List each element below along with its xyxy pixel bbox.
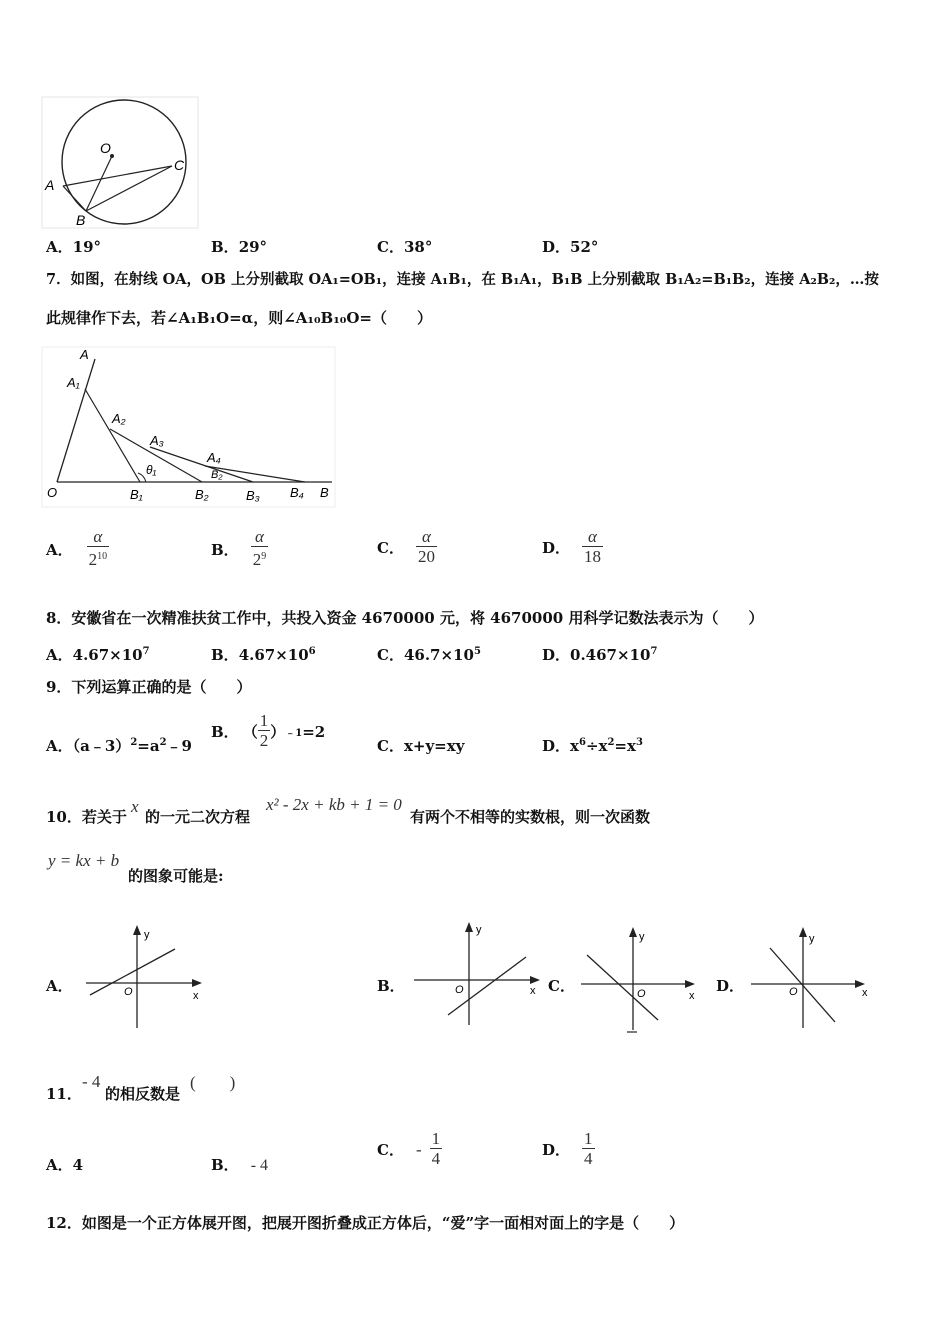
q7-label-a3: A₃ xyxy=(150,433,164,448)
q11-neg4: - 4 xyxy=(82,1072,101,1091)
q7-option-b: B． $\frac{\alpha}{2^9}$ xyxy=(211,527,267,569)
svg-text:y: y xyxy=(144,929,150,941)
q9-option-b: B． （ $\frac{1}{2}$ ） ﹣1 =2 xyxy=(211,711,326,750)
q10-graph-b xyxy=(408,915,548,1030)
q10-stem-part2: 的一元二次方程 xyxy=(145,808,251,826)
svg-text:O: O xyxy=(124,986,133,998)
svg-text:O: O xyxy=(455,984,464,996)
q7-stem-line1: 7．如图，在射线 OA，OB 上分别截取 OA₁=OB₁，连接 A₁B₁，在 B₁A₁，B₁B 上分别截取 B₁A₂=B₁B₂，连接 A₂B₂，…按 xyxy=(46,271,879,288)
q10-stem-part1: 10．若关于 xyxy=(46,808,127,826)
q10-graph-a xyxy=(80,920,220,1035)
q7-label-b2: B₂ xyxy=(195,487,209,502)
q11-option-d: D． $\frac{1}{4}$ xyxy=(542,1129,593,1168)
q8-stem: 8．安徽省在一次精准扶贫工作中，共投入资金 4670000 元，将 4670000 用科学记数法表示为（ ） xyxy=(46,609,764,627)
q9-stem: 9．下列运算正确的是（ ） xyxy=(46,678,252,696)
q7-option-c: C． $\frac{\alpha}{20}$ xyxy=(377,527,435,566)
q6-label-b: B xyxy=(76,212,86,228)
q7-label-a4: A₄ xyxy=(207,450,221,465)
q10-stem-part3: 有两个不相等的实数根，则一次函数 xyxy=(410,808,651,826)
svg-text:O: O xyxy=(789,986,798,998)
q7-label-b3: B₃ xyxy=(246,488,260,503)
q8-option-a: A．$4.67\times 10^7$ xyxy=(46,646,150,664)
svg-text:O: O xyxy=(637,988,646,1000)
q6-option-a: A．19° xyxy=(46,238,102,256)
q7-label-b: B xyxy=(320,485,329,500)
q10-equation: x² - 2x + kb + 1 = 0 xyxy=(266,795,402,814)
q10-function: y = kx + b xyxy=(48,851,120,870)
q10-option-b-label: B． xyxy=(377,977,405,995)
svg-text:x: x xyxy=(193,990,199,1002)
q7-label-b1: B₁ xyxy=(130,487,143,502)
q6-circle-figure xyxy=(40,95,200,230)
q6-label-c: C xyxy=(174,157,185,173)
q10-stem-part4: 的图象可能是: xyxy=(128,867,224,885)
q10-option-c-label: C． xyxy=(548,977,575,995)
q9-option-d: D．$x^6\div x^2=x^3$ xyxy=(542,737,643,755)
q11-stem-part2: 的相反数是 xyxy=(105,1085,181,1103)
q7-label-b4: B₄ xyxy=(290,485,304,500)
q11-option-c: C． - $\frac{1}{4}$ xyxy=(377,1129,441,1168)
q6-label-o: O xyxy=(100,140,111,156)
q7-option-a: A． $\frac{\alpha}{2^{10}}$ xyxy=(46,527,108,569)
q7-label-a: A xyxy=(80,347,89,362)
q11-paren: ( ) xyxy=(190,1073,236,1092)
q7-label-b2p: B₂ xyxy=(211,469,223,481)
q10-option-d-label: D． xyxy=(716,977,745,995)
q11-stem-part1: 11． xyxy=(46,1085,82,1103)
q8-option-c: C．$46.7\times 10^5$ xyxy=(377,646,481,664)
q6-option-b: B．29° xyxy=(211,238,268,256)
q10-option-a-label: A． xyxy=(46,977,73,995)
q8-option-d: D．$0.467\times 10^7$ xyxy=(542,646,658,664)
q7-label-a2: A₂ xyxy=(112,411,126,426)
svg-text:x: x xyxy=(689,990,695,1002)
q6-option-c: C．38° xyxy=(377,238,433,256)
q10-graph-d xyxy=(745,920,875,1035)
q7-option-d: D． $\frac{\alpha}{18}$ xyxy=(542,527,602,566)
svg-text:y: y xyxy=(639,931,645,943)
q12-stem: 12．如图是一个正方体展开图，把展开图折叠成正方体后，“爱”字一面相对面上的字是（ ） xyxy=(46,1214,685,1232)
q11-option-a: A．4 xyxy=(46,1156,84,1174)
q10-graph-c xyxy=(575,920,705,1035)
q6-option-d: D．52° xyxy=(542,238,599,256)
q7-label-theta: θ₁ xyxy=(146,463,157,477)
svg-text:x: x xyxy=(862,987,868,999)
q7-ray-figure xyxy=(40,345,340,510)
q8-option-b: B．$4.67\times 10^6$ xyxy=(211,646,316,664)
svg-text:y: y xyxy=(476,924,482,936)
q7-label-a1: A₁ xyxy=(67,375,80,390)
svg-text:x: x xyxy=(530,985,536,997)
q10-var-x: x xyxy=(131,797,139,816)
q9-option-c: C．x+y=xy xyxy=(377,737,465,755)
q7-stem-line2: 此规律作下去，若∠A₁B₁O=α，则∠A₁₀B₁₀O=（ ） xyxy=(46,309,433,327)
q7-label-o: O xyxy=(47,485,58,500)
q9-option-a: A．$(a﹣3)^2=a^2﹣9$ xyxy=(46,737,192,755)
svg-text:y: y xyxy=(809,933,815,945)
q6-label-a: A xyxy=(45,177,55,193)
q11-option-b: B． - 4 xyxy=(211,1156,269,1174)
